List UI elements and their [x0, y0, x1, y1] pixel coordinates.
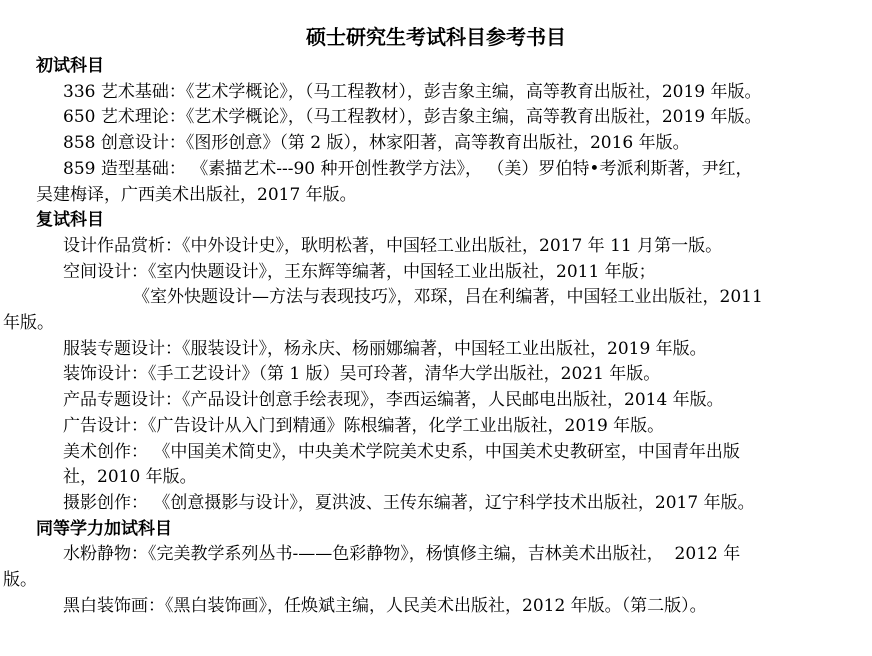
reference-line: 空间设计：《室内快题设计》，王东辉等编著，中国轻工业出版社，2011 年版；	[63, 261, 656, 282]
reference-line: 859 造型基础： 《素描艺术---90 种开创性教学方法》， （美）罗伯特•考派利斯著，尹红，	[63, 158, 753, 179]
reference-line: 650 艺术理论：《艺术学概论》，（马工程教材），彭吉象主编，高等教育出版社，2019 年版。	[63, 107, 762, 128]
reference-line: 黑白装饰画：《黑白装饰画》，任焕斌主编，人民美术出版社，2012 年版。（第二版）。	[63, 595, 707, 616]
reference-line: 吴建梅译，广西美术出版社，2017 年版。	[36, 184, 357, 205]
reference-line: 社，2010 年版。	[63, 467, 197, 488]
reference-line: 858 创意设计：《图形创意》（第 2 版），林家阳著，高等教育出版社，2016 年版。	[63, 133, 690, 154]
reference-line: 装饰设计：《手工艺设计》（第 1 版）吴可玲著，清华大学出版社，2021 年版。	[63, 364, 661, 385]
section-heading: 初试科目	[36, 56, 104, 76]
document-body	[0, 54, 872, 619]
reference-line: 广告设计：《广告设计从入门到精通》陈根编著，化学工业出版社，2019 年版。	[63, 415, 665, 436]
reference-line: 年版。	[3, 313, 54, 334]
reference-line: 《室外快题设计—方法与表现技巧》，邓琛，吕在利编著，中国轻工业出版社，2011	[133, 287, 763, 308]
reference-line: 版。	[3, 570, 37, 591]
reference-line: 336 艺术基础：《艺术学概论》，（马工程教材），彭吉象主编，高等教育出版社，2019 年版。	[63, 81, 762, 102]
reference-line: 美术创作： 《中国美术简史》，中央美术学院美术史系，中国美术史教研室，中国青年出版	[63, 441, 740, 462]
page-title: 硕士研究生考试科目参考书目	[306, 25, 566, 49]
reference-line: 服装专题设计：《服装设计》，杨永庆、杨丽娜编著，中国轻工业出版社，2019 年版。	[63, 338, 707, 359]
section-heading: 同等学力加试科目	[36, 518, 172, 539]
section-heading: 复试科目	[36, 210, 104, 231]
reference-line: 水粉静物：《完美教学系列丛书-——色彩静物》，杨慎修主编，吉林美术出版社， 2012 年	[63, 544, 741, 565]
reference-line: 产品专题设计：《产品设计创意手绘表现》，李西运编著，人民邮电出版社，2014 年版。	[63, 390, 724, 411]
reference-line: 设计作品赏析：《中外设计史》，耿明松著，中国轻工业出版社，2017 年 11 月第一版。	[63, 235, 723, 256]
reference-line: 摄影创作： 《创意摄影与设计》，夏洪波、王传东编著，辽宁科学技术出版社，2017 年版。	[63, 492, 755, 513]
